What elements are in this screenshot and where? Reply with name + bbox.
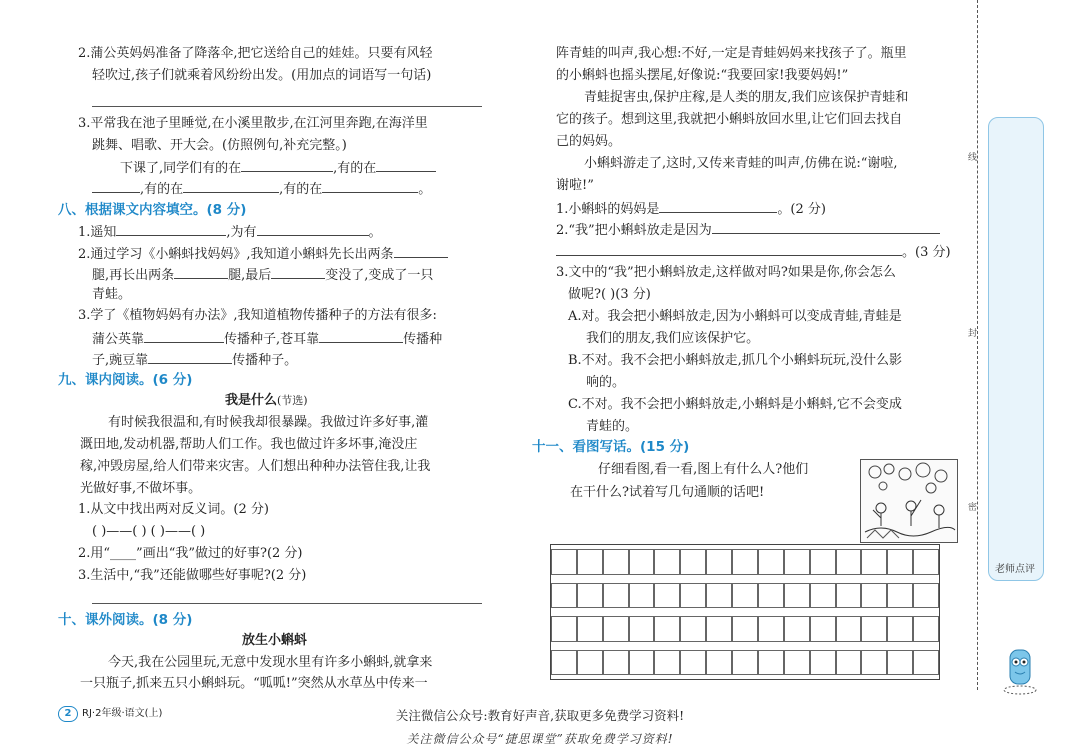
r-q2-cont bbox=[556, 241, 951, 263]
s8-q1-c: 。 bbox=[368, 225, 382, 240]
grid-cell[interactable] bbox=[810, 650, 836, 676]
illustration-drawing bbox=[861, 460, 957, 542]
s9-para-2: 溉田地,发动机器,帮助人们工作。我也做过许多坏事,淹没庄 bbox=[80, 437, 418, 452]
binding-char-xian: 线 bbox=[968, 153, 978, 163]
s8-q2-c: 变没了,变成了一只 bbox=[325, 268, 434, 283]
grid-cell[interactable] bbox=[810, 549, 836, 575]
grid-cell[interactable] bbox=[784, 650, 810, 676]
mascot-icon bbox=[1000, 642, 1040, 700]
s8-q1-blank-1[interactable] bbox=[116, 221, 226, 236]
s8-q2-b: 腿,最后 bbox=[228, 268, 272, 283]
grid-cell[interactable] bbox=[887, 549, 913, 575]
grid-cell[interactable] bbox=[706, 616, 732, 642]
r-para-2: 的小蝌蚪也摇头摆尾,好像说:“我要回家!我要妈妈!” bbox=[556, 68, 849, 83]
r-q1-text: 1.小蝌蚪的妈妈是 bbox=[556, 202, 660, 217]
r-q1-blank[interactable] bbox=[659, 198, 777, 213]
s8-q2-blank-1[interactable] bbox=[394, 243, 448, 258]
s9-title-text: 我是什么 bbox=[225, 393, 278, 408]
r-opt-c-2: 青蛙的。 bbox=[586, 419, 639, 434]
q2-text-2: 轻吹过,孩子们就乘着风纷纷出发。(用加点的词语写一句话) bbox=[92, 68, 432, 83]
grid-cell[interactable] bbox=[629, 583, 655, 609]
grid-cell[interactable] bbox=[836, 583, 862, 609]
q3-fill-mid: ,有的在 bbox=[333, 161, 377, 176]
s8-q2-line-3: 青蛙。 bbox=[92, 287, 132, 302]
r-q2-text: 2.“我”把小蝌蚪放走是因为 bbox=[556, 223, 712, 238]
s9-q3-answer-line[interactable] bbox=[92, 603, 482, 604]
teacher-comment-box[interactable] bbox=[988, 117, 1044, 581]
grid-cell[interactable] bbox=[913, 549, 939, 575]
book-label: RJ·2年级·语文(上) bbox=[82, 708, 163, 719]
grid-cell[interactable] bbox=[603, 549, 629, 575]
q3-blank-3[interactable] bbox=[92, 178, 140, 193]
grid-cell[interactable] bbox=[836, 549, 862, 575]
grid-cell[interactable] bbox=[577, 650, 603, 676]
grid-cell[interactable] bbox=[861, 583, 887, 609]
q3-text-3 bbox=[120, 157, 436, 179]
grid-cell[interactable] bbox=[680, 616, 706, 642]
grid-cell[interactable] bbox=[732, 650, 758, 676]
grid-cell[interactable] bbox=[784, 549, 810, 575]
r-q2 bbox=[556, 219, 940, 241]
q2-text-1: 2.蒲公英妈妈准备了降落伞,把它送给自己的娃娃。只要有风轻 bbox=[78, 46, 433, 61]
q3-blank-2[interactable] bbox=[376, 157, 436, 172]
q3-fill-end: 。 bbox=[418, 182, 432, 197]
teacher-comment-label: 老师点评 bbox=[995, 564, 1035, 575]
s11-instruction-2: 在干什么?试着写几句通顺的话吧! bbox=[570, 485, 765, 500]
grid-cell[interactable] bbox=[603, 583, 629, 609]
r-q3-line-2[interactable]: 做呢?( )(3 分) bbox=[568, 287, 651, 302]
s8-q2-a: 腿,再长出两条 bbox=[92, 268, 175, 283]
grid-cell[interactable] bbox=[680, 583, 706, 609]
s8-q3-a: 蒲公英靠 bbox=[92, 332, 145, 347]
q3-blank-5[interactable] bbox=[322, 178, 418, 193]
grid-cell[interactable] bbox=[629, 650, 655, 676]
grid-cell[interactable] bbox=[577, 583, 603, 609]
r-para-6: 小蝌蚪游走了,这时,又传来青蛙的叫声,仿佛在说:“谢啦, bbox=[584, 156, 898, 171]
s8-q3-blank-3[interactable] bbox=[148, 349, 232, 364]
s10-para-2: 一只瓶子,抓来五只小蝌蚪玩。“呱呱!”突然从水草丛中传来一 bbox=[80, 676, 428, 691]
s8-q3-blank-1[interactable] bbox=[144, 328, 224, 343]
grid-cell[interactable] bbox=[706, 583, 732, 609]
grid-cell[interactable] bbox=[551, 583, 577, 609]
s8-q3-blank-2[interactable] bbox=[319, 328, 403, 343]
grid-cell[interactable] bbox=[680, 549, 706, 575]
s9-para-1: 有时候我很温和,有时候我却很暴躁。我做过许多好事,灌 bbox=[108, 415, 429, 430]
s9-para-4: 光做好事,不做坏事。 bbox=[80, 481, 202, 496]
s8-q2-line-1 bbox=[78, 243, 448, 265]
s8-q2-text: 2.通过学习《小蝌蚪找妈妈》,我知道小蝌蚪先长出两条 bbox=[78, 247, 394, 262]
grid-cell[interactable] bbox=[784, 616, 810, 642]
binding-char-mi: 密 bbox=[968, 503, 978, 513]
footer-handwritten-notice: 关注微信公众号“捷思课堂”获取免费学习资料! bbox=[406, 732, 674, 746]
q3-fill-prefix: 下课了,同学们有的在 bbox=[120, 161, 242, 176]
s9-q1: 1.从文中找出两对反义词。(2 分) bbox=[78, 502, 269, 517]
q3-text-2: 跳舞、唱歌、开大会。(仿照例句,补充完整。) bbox=[92, 138, 347, 153]
r-q1 bbox=[556, 198, 826, 220]
grid-cell[interactable] bbox=[654, 650, 680, 676]
q3-fill-a: ,有的在 bbox=[140, 182, 184, 197]
s8-q2-line-2 bbox=[92, 264, 433, 286]
grid-cell[interactable] bbox=[861, 549, 887, 575]
r-para-4: 它的孩子。想到这里,我就把小蝌蚪放回水里,让它们回去找自 bbox=[556, 112, 903, 127]
grid-cell[interactable] bbox=[654, 549, 680, 575]
s9-q2: 2.用“____”画出“我”做过的好事?(2 分) bbox=[78, 546, 303, 561]
grid-cell[interactable] bbox=[551, 650, 577, 676]
q3-blank-1[interactable] bbox=[241, 157, 333, 172]
r-q2-blank-2[interactable] bbox=[556, 241, 902, 256]
grid-cell[interactable] bbox=[758, 616, 784, 642]
q3-fill-b: ,有的在 bbox=[279, 182, 323, 197]
binding-dashed-line bbox=[977, 0, 978, 690]
grid-cell[interactable] bbox=[654, 583, 680, 609]
s8-q2-blank-3[interactable] bbox=[271, 264, 325, 279]
grid-cell[interactable] bbox=[732, 583, 758, 609]
footer-notice: 关注微信公众号:教育好声音,获取更多免费学习资料! bbox=[395, 708, 685, 723]
s8-q3-line-1: 3.学了《植物妈妈有办法》,我知道植物传播种子的方法有很多: bbox=[78, 308, 437, 323]
grid-cell[interactable] bbox=[836, 650, 862, 676]
r-para-3: 青蛙捉害虫,保护庄稼,是人类的朋友,我们应该保护青蛙和 bbox=[584, 90, 909, 105]
r-opt-a-1: A.对。我会把小蝌蚪放走,因为小蝌蚪可以变成青蛙,青蛙是 bbox=[568, 309, 902, 324]
grid-cell[interactable] bbox=[810, 616, 836, 642]
grid-cell[interactable] bbox=[758, 549, 784, 575]
q3-text-4 bbox=[92, 178, 431, 200]
section-11-title: 十一、看图写话。(15 分) bbox=[532, 439, 690, 455]
grid-cell[interactable] bbox=[887, 583, 913, 609]
s8-q1-b: ,为有 bbox=[226, 225, 257, 240]
section-8-title: 八、根据课文内容填空。(8 分) bbox=[58, 202, 247, 218]
grid-cell[interactable] bbox=[758, 650, 784, 676]
grid-cell[interactable] bbox=[577, 616, 603, 642]
r-q1-score: 。(2 分) bbox=[777, 202, 826, 217]
grid-cell[interactable] bbox=[810, 583, 836, 609]
r-q2-score: 。(3 分) bbox=[902, 245, 951, 260]
grid-cell[interactable] bbox=[758, 583, 784, 609]
s8-q1 bbox=[78, 221, 382, 243]
grid-cell[interactable] bbox=[706, 650, 732, 676]
grid-cell[interactable] bbox=[836, 616, 862, 642]
s8-q3-e: 传播种子。 bbox=[232, 353, 298, 368]
s9-para-3: 稼,冲毁房屋,给人们带来灾害。人们想出种种办法管住我,让我 bbox=[80, 459, 431, 474]
grid-cell[interactable] bbox=[913, 650, 939, 676]
section-9-title: 九、课内阅读。(6 分) bbox=[58, 372, 193, 388]
grid-cell[interactable] bbox=[913, 616, 939, 642]
r-opt-b-2: 响的。 bbox=[586, 375, 626, 390]
r-para-7: 谢啦!” bbox=[556, 178, 594, 193]
grid-cell[interactable] bbox=[861, 650, 887, 676]
s11-instruction-1: 仔细看图,看一看,图上有什么人?他们 bbox=[598, 462, 809, 477]
page-number: 2 bbox=[58, 706, 78, 722]
grid-cell[interactable] bbox=[732, 549, 758, 575]
s8-q3-b: 传播种子,苍耳靠 bbox=[224, 332, 320, 347]
grid-cell[interactable] bbox=[629, 616, 655, 642]
s8-q3-d: 子,豌豆靠 bbox=[92, 353, 149, 368]
s9-q1-antonym-pairs[interactable]: ( )——( ) ( )——( ) bbox=[92, 524, 206, 539]
grid-cell[interactable] bbox=[603, 616, 629, 642]
r-opt-a-2: 我们的朋友,我们应该保护它。 bbox=[586, 331, 760, 346]
grid-cell[interactable] bbox=[680, 650, 706, 676]
s8-q3-line-3 bbox=[92, 349, 297, 371]
s8-q1-blank-2[interactable] bbox=[257, 221, 369, 236]
section-10-title: 十、课外阅读。(8 分) bbox=[58, 612, 193, 628]
r-opt-c-1: C.不对。我不会把小蝌蚪放走,小蝌蚪是小蝌蚪,它不会变成 bbox=[568, 397, 902, 412]
grid-cell[interactable] bbox=[732, 616, 758, 642]
grid-cell[interactable] bbox=[654, 616, 680, 642]
q2-answer-line[interactable] bbox=[92, 106, 482, 107]
s8-q2-blank-2[interactable] bbox=[174, 264, 228, 279]
grid-cell[interactable] bbox=[784, 583, 810, 609]
r-q2-blank-1[interactable] bbox=[712, 219, 940, 234]
r-para-1: 阵青蛙的叫声,我心想:不好,一定是青蛙妈妈来找孩子了。瓶里 bbox=[556, 46, 907, 61]
grid-cell[interactable] bbox=[706, 549, 732, 575]
grid-cell[interactable] bbox=[603, 650, 629, 676]
q3-text-1: 3.平常我在池子里睡觉,在小溪里散步,在江河里奔跑,在海洋里 bbox=[78, 116, 428, 131]
s8-q1-a: 1.遥知 bbox=[78, 225, 117, 240]
grid-cell[interactable] bbox=[887, 650, 913, 676]
s10-passage-title: 放生小蝌蚪 bbox=[242, 633, 308, 648]
grid-cell[interactable] bbox=[861, 616, 887, 642]
s10-para-1: 今天,我在公园里玩,无意中发现水里有许多小蝌蚪,就拿来 bbox=[108, 655, 433, 670]
binding-char-feng: 封 bbox=[968, 329, 978, 339]
s9-q3: 3.生活中,“我”还能做哪些好事呢?(2 分) bbox=[78, 568, 307, 583]
grid-cell[interactable] bbox=[551, 616, 577, 642]
grid-cell[interactable] bbox=[913, 583, 939, 609]
r-para-5: 己的妈妈。 bbox=[556, 134, 622, 149]
s8-q3-c: 传播种 bbox=[403, 332, 443, 347]
r-opt-b-1: B.不对。我不会把小蝌蚪放走,抓几个小蝌蚪玩玩,没什么影 bbox=[568, 353, 902, 368]
grid-cell[interactable] bbox=[577, 549, 603, 575]
scene-illustration bbox=[860, 459, 958, 543]
s8-q3-line-2 bbox=[92, 328, 442, 350]
grid-cell[interactable] bbox=[551, 549, 577, 575]
s9-passage-title bbox=[225, 391, 308, 411]
grid-cell[interactable] bbox=[629, 549, 655, 575]
q3-blank-4[interactable] bbox=[183, 178, 279, 193]
s9-title-note: (节选) bbox=[277, 394, 308, 407]
writing-grid[interactable] bbox=[550, 544, 940, 680]
grid-cell[interactable] bbox=[887, 616, 913, 642]
r-q3-line-1: 3.文中的“我”把小蝌蚪放走,这样做对吗?如果是你,你会怎么 bbox=[556, 265, 896, 280]
